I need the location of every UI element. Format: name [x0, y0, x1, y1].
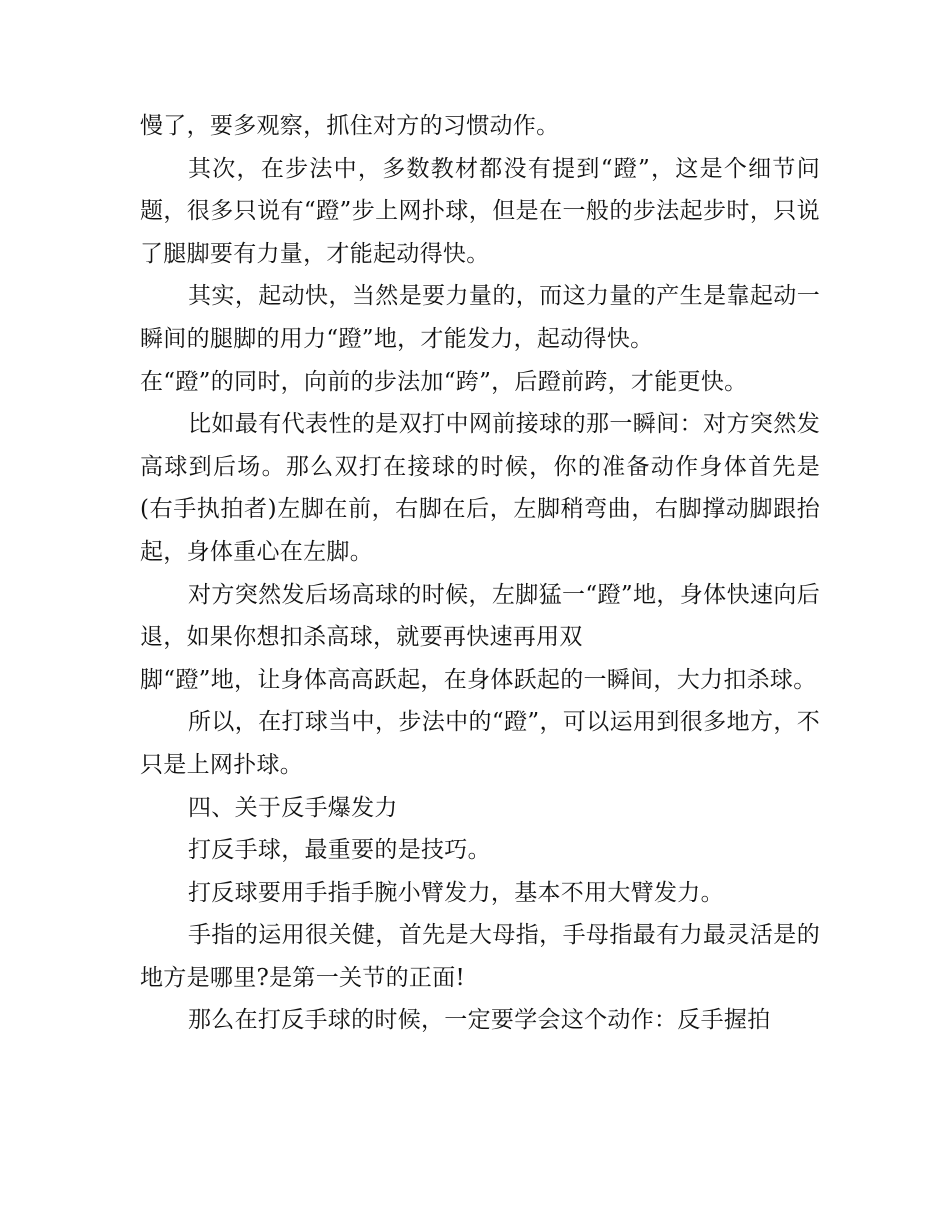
paragraph: 打反球要用手指手腕小臂发力，基本不用大臂发力。	[188, 879, 724, 906]
paragraph: 所以，在打球当中，步法中的“蹬”，可以运用到很多地方，不只是上网扑球。	[140, 709, 820, 778]
section-heading: 四、关于反手爆发力	[188, 794, 398, 821]
paragraph: 那么在打反手球的时候，一定要学会这个动作：反手握拍	[188, 1007, 771, 1034]
paragraph: 比如最有代表性的是双打中网前接球的那一瞬间：对方突然发高球到后场。那么双打在接球的时候，你的准备动作身体首先是(右手执拍者)左脚在前，右脚在后，左脚稍弯曲，右脚撑动脚跟抬起，身体重心在左脚。	[140, 411, 820, 565]
paragraph: 在“蹬”的同时，向前的步法加“跨”，后蹬前跨，才能更快。	[140, 368, 748, 395]
paragraph: 脚“蹬”地，让身体高高跃起，在身体跃起的一瞬间，大力扣杀球。	[140, 666, 817, 693]
paragraph: 慢了，要多观察，抓住对方的习惯动作。	[140, 113, 560, 139]
paragraph: 其次，在步法中，多数教材都没有提到“蹬”，这是个细节问题，很多只说有“蹬”步上网扑球，但是在一般的步法起步时，只说了腿脚要有力量，才能起动得快。	[140, 155, 820, 267]
paragraph: 其实，起动快，当然是要力量的，而这力量的产生是靠起动一瞬间的腿脚的用力“蹬”地，才能发力，起动得快。	[140, 283, 820, 352]
paragraph: 手指的运用很关健，首先是大母指，手母指最有力最灵活是的地方是哪里?是第一关节的正面!	[140, 922, 820, 991]
paragraph: 打反手球，最重要的是技巧。	[188, 837, 491, 864]
paragraph: 对方突然发后场高球的时候，左脚猛一“蹬”地，身体快速向后退，如果你想扣杀高球，就要再快速再用双	[140, 581, 820, 651]
document-page	[140, 105, 820, 1042]
